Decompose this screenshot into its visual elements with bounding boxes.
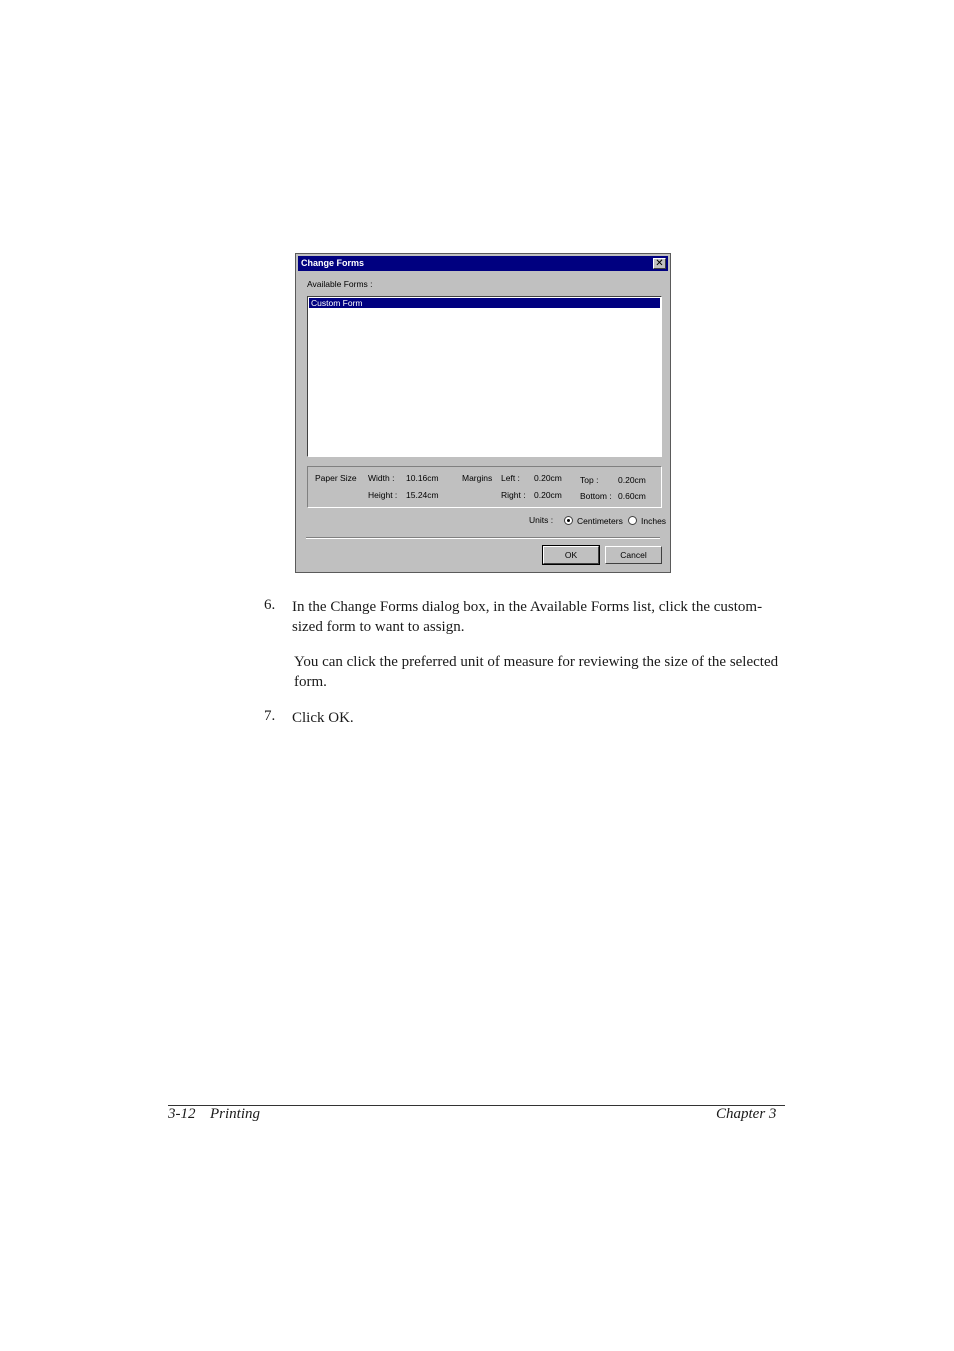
available-forms-label: Available Forms : bbox=[307, 279, 373, 289]
inches-radio[interactable] bbox=[628, 516, 637, 525]
step-6-note: You can click the preferred unit of measure for reviewing the size of the selected form. bbox=[294, 654, 779, 690]
left-margin-value: 0.20cm bbox=[534, 473, 562, 483]
left-margin-label: Left : bbox=[501, 473, 520, 483]
close-icon[interactable]: ✕ bbox=[653, 258, 666, 269]
dialog-title: Change Forms bbox=[301, 258, 365, 268]
footer-page-number: 3-12 bbox=[168, 1106, 196, 1122]
top-margin-label: Top : bbox=[580, 475, 599, 485]
available-forms-list[interactable] bbox=[307, 296, 662, 457]
step-7-text: Click OK. bbox=[292, 710, 354, 726]
height-value: 15.24cm bbox=[406, 490, 439, 500]
footer-chapter: Chapter 3 bbox=[716, 1106, 777, 1122]
right-margin-value: 0.20cm bbox=[534, 490, 562, 500]
list-item-custom-form[interactable]: Custom Form bbox=[309, 298, 660, 308]
form-size-group bbox=[307, 466, 662, 508]
centimeters-label[interactable]: Centimeters bbox=[577, 516, 623, 526]
step-7-number: 7. bbox=[264, 708, 276, 724]
footer-section: Printing bbox=[210, 1106, 261, 1122]
centimeters-radio[interactable] bbox=[564, 516, 573, 525]
units-label: Units : bbox=[529, 515, 554, 525]
paper-size-label: Paper Size bbox=[315, 473, 357, 483]
bottom-margin-value: 0.60cm bbox=[618, 491, 646, 501]
inches-label[interactable]: Inches bbox=[641, 516, 667, 526]
width-label: Width : bbox=[368, 473, 395, 483]
dialog-separator bbox=[306, 537, 660, 539]
width-value: 10.16cm bbox=[406, 473, 439, 483]
height-label: Height : bbox=[368, 490, 398, 500]
right-margin-label: Right : bbox=[501, 490, 526, 500]
ok-button[interactable]: OK bbox=[543, 546, 599, 564]
margins-label: Margins bbox=[462, 473, 493, 483]
step-6-text: In the Change Forms dialog box, in the Available Forms list, click the custom-sized form to want to assign. bbox=[292, 599, 763, 635]
step-6-number: 6. bbox=[264, 597, 276, 613]
dialog-title-bar bbox=[298, 256, 668, 271]
footer-rule bbox=[168, 1105, 785, 1106]
cancel-button[interactable]: Cancel bbox=[605, 546, 662, 564]
top-margin-value: 0.20cm bbox=[618, 475, 646, 485]
bottom-margin-label: Bottom : bbox=[580, 491, 612, 501]
change-forms-dialog bbox=[295, 253, 671, 573]
